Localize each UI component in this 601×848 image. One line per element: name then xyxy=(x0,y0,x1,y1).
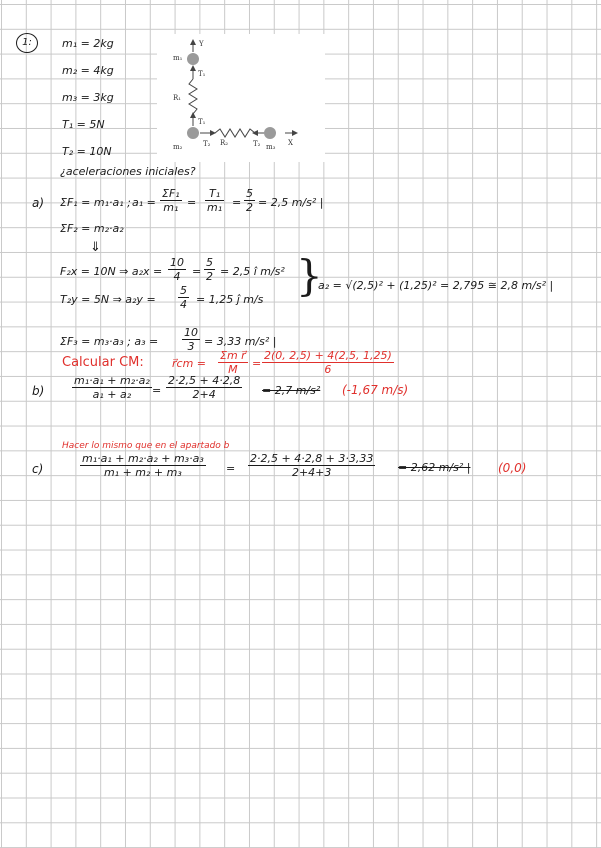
a2-magnitude: a₂ = √(2,5)² + (1,25)² = 2,795 ≅ 2,8 m/s² | xyxy=(318,279,554,292)
part-b-frac2 xyxy=(166,374,242,401)
part-b-frac2-den: 2+4 xyxy=(192,388,216,401)
eq3-frac-den: 4 xyxy=(173,270,181,283)
eq1-frac1-den: m₁ xyxy=(163,201,179,214)
part-b-frac1-den: a₁ + a₂ xyxy=(92,388,132,401)
implies-arrow: ⇓ xyxy=(90,240,101,255)
eq3-frac2-den: 2 xyxy=(206,270,213,283)
eq4-lhs: T₂y = 5N ⇒ a₂y = xyxy=(60,293,156,306)
part-c-eq: = xyxy=(226,462,236,475)
force-diagram xyxy=(157,34,325,162)
eq1-frac1-num: ΣF₁ xyxy=(162,187,180,200)
eq3-frac xyxy=(168,256,186,283)
eq5-frac-num: 10 xyxy=(184,326,198,339)
eq1-lhs: ΣF₁ = m₁·a₁ ; xyxy=(60,196,131,209)
rcm-frac1-num: Σm r⃗ xyxy=(220,349,246,362)
eq1-a1: a₁ = xyxy=(132,196,156,209)
rcm-frac2-den: 6 xyxy=(324,363,332,376)
t1-upper-label: T₁ xyxy=(198,70,206,78)
eq3-result: = 2,5 î m/s² xyxy=(220,265,285,278)
x-axis-label: X xyxy=(288,139,293,147)
rcm-frac2-num: 2(0, 2,5) + 4(2,5, 1,25) xyxy=(264,349,392,362)
part-b-eq: = xyxy=(152,384,162,397)
eq5-result: = 3,33 m/s² | xyxy=(204,335,277,348)
part-c-answer: (0,0) xyxy=(498,461,527,475)
eq1-frac3-num: 5 xyxy=(246,187,253,200)
eq1-frac3 xyxy=(244,187,255,214)
eq5-lhs: ΣF₃ = m₃·a₃ ; a₃ = xyxy=(60,335,159,348)
part-b-crossed-result: = 2,7 m/s² xyxy=(262,384,321,397)
eq1-frac1 xyxy=(160,187,182,214)
part-c-label: c) xyxy=(32,462,44,476)
eq1-eq2: = xyxy=(232,196,242,209)
part-c-crossed-result: = 2,62 m/s² | xyxy=(398,461,471,474)
eq5-frac xyxy=(182,326,200,353)
eq3-frac-num: 10 xyxy=(170,256,184,269)
m3-label: m₃ xyxy=(266,143,276,151)
eq3-frac2 xyxy=(204,256,215,283)
m2-label: m₂ xyxy=(173,143,183,151)
eq1-eq: = xyxy=(187,196,197,209)
problem-number: 1: xyxy=(16,33,38,53)
part-c-frac1-num: m₁·a₁ + m₂·a₂ + m₃·a₃ xyxy=(82,452,204,465)
part-c-frac1-den: m₁ + m₂ + m₃ xyxy=(103,466,182,479)
part-b-frac2-num: 2·2,5 + 4·2,8 xyxy=(168,374,241,387)
part-b-label: b) xyxy=(32,384,45,398)
eq1-frac2-num: T₁ xyxy=(205,187,224,201)
given-m3: m₃ = 3kg xyxy=(62,91,114,104)
rcm-frac2 xyxy=(262,349,394,376)
part-b-answer: (-1,67 m/s) xyxy=(342,383,409,397)
eq4-result: = 1,25 ĵ m/s xyxy=(196,293,264,306)
given-m1: m₁ = 2kg xyxy=(62,37,114,50)
part-c-frac2-num: 2·2,5 + 4·2,8 + 3·3,33 xyxy=(250,452,374,465)
rcm-eq: = xyxy=(252,357,262,370)
eq3-eq: = xyxy=(192,265,202,278)
part-c-note: Hacer lo mismo que en el apartado b xyxy=(62,441,230,451)
eq1-frac2-den: m₁ xyxy=(207,201,223,214)
t2-left-label: T₂ xyxy=(203,140,211,148)
rcm-label: r⃗cm = xyxy=(172,357,206,370)
rcm-frac1 xyxy=(218,349,248,376)
part-c-frac1 xyxy=(80,452,206,479)
eq1-frac3-den: 2 xyxy=(246,201,253,214)
eq1-result: = 2,5 m/s² | xyxy=(258,196,324,209)
question-text: ¿aceleraciones iniciales? xyxy=(60,165,196,178)
eq2: ΣF₂ = m₂·a₂ xyxy=(60,222,124,235)
t1-lower-label: T₁ xyxy=(198,118,206,126)
given-t2: T₂ = 10N xyxy=(62,145,112,158)
part-a-label: a) xyxy=(32,196,45,210)
eq3-frac2-num: 5 xyxy=(206,256,213,269)
part-b-frac1-num: m₁·a₁ + m₂·a₂ xyxy=(74,374,150,387)
given-m2: m₂ = 4kg xyxy=(62,64,114,77)
brace-icon: } xyxy=(296,251,323,300)
eq4-frac-num: 5 xyxy=(180,284,187,297)
m1-label: m₁ xyxy=(173,54,183,62)
r2-label: R₂ xyxy=(220,139,229,147)
calc-cm-label: Calcular CM: xyxy=(62,355,144,370)
given-t1: T₁ = 5N xyxy=(62,118,105,131)
eq4-frac-den: 4 xyxy=(180,298,187,311)
part-c-frac2-den: 2+4+3 xyxy=(291,466,332,479)
eq3-lhs: F₂x = 10N ⇒ a₂x = xyxy=(60,265,163,278)
part-b-frac1 xyxy=(72,374,152,401)
eq1-frac2 xyxy=(205,187,224,214)
r1-label: R₁ xyxy=(173,94,182,102)
eq4-frac xyxy=(178,284,189,311)
eq5-frac-den: 3 xyxy=(187,340,195,353)
y-axis-label: Y xyxy=(199,40,204,48)
t2-right-label: T₂ xyxy=(253,140,261,148)
part-c-frac2 xyxy=(248,452,375,479)
rcm-frac1-den: M xyxy=(228,363,238,376)
